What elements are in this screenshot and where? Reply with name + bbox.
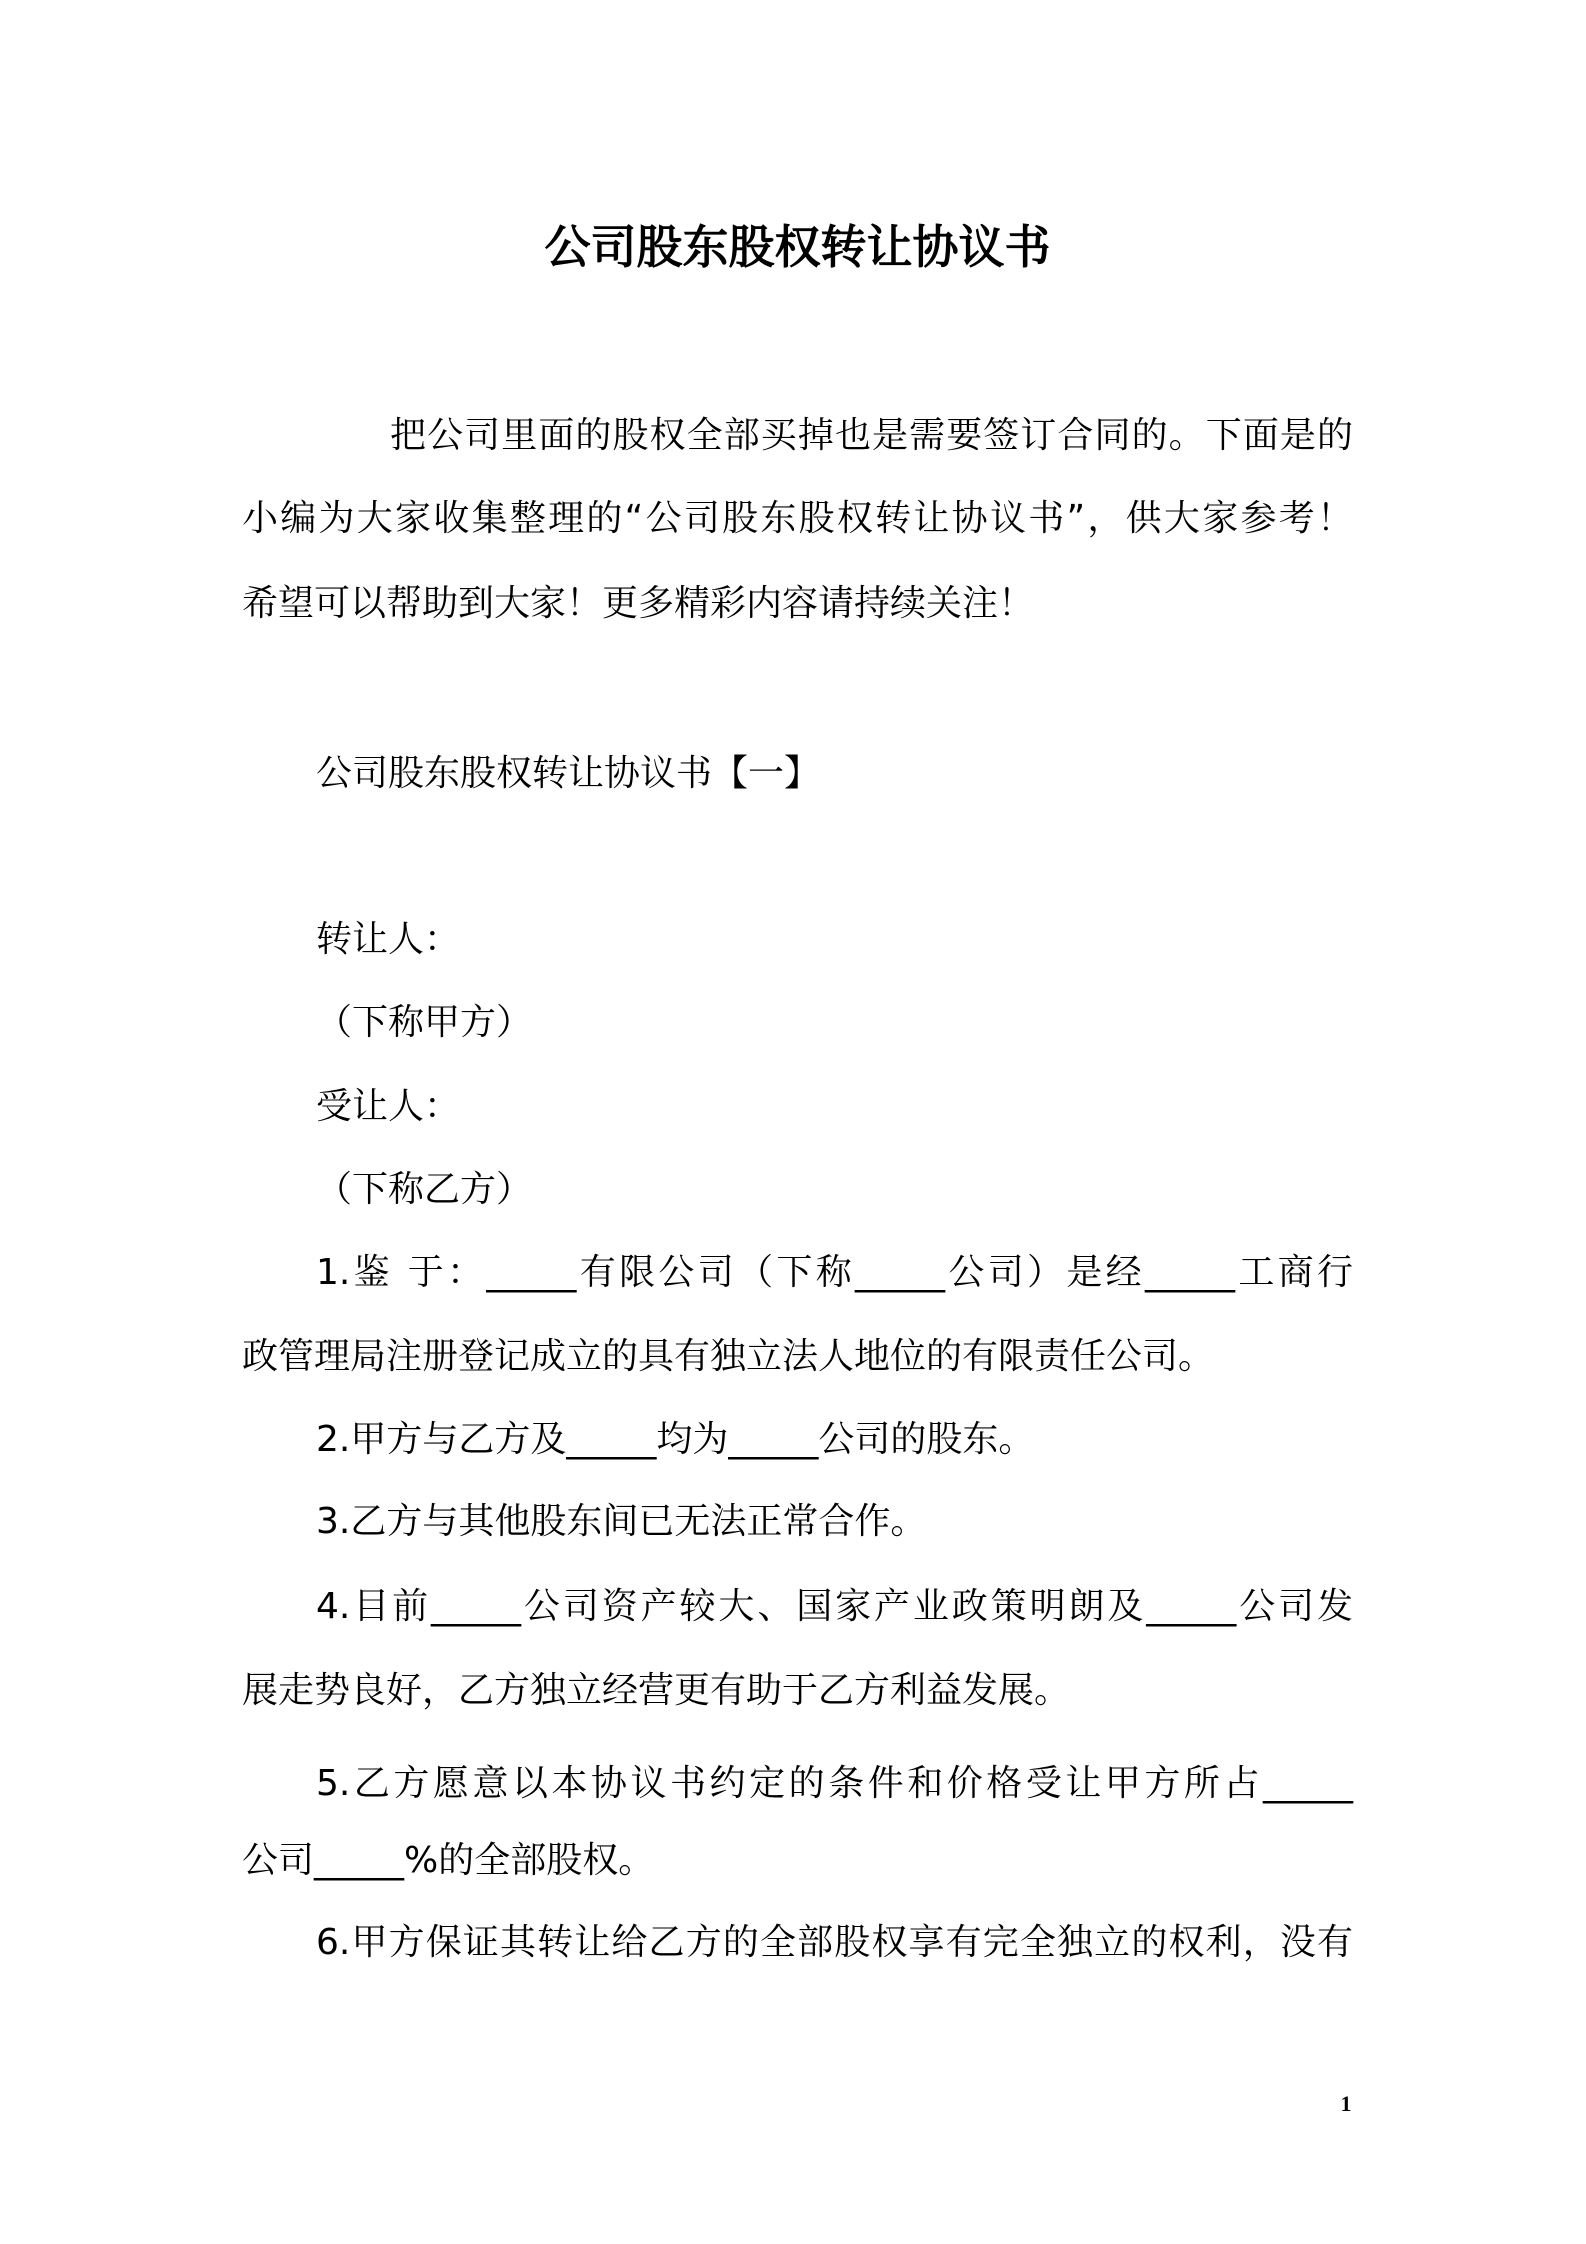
clause-line: 政管理局注册登记成立的具有独立法人地位的有限责任公司。 xyxy=(242,1336,1215,1377)
transferee-label: 受让人： xyxy=(316,1086,461,1127)
clause-line: 公司_____%的全部股权。 xyxy=(242,1840,655,1881)
intro-line: 希望可以帮助到大家！更多精彩内容请持续关注！ xyxy=(242,583,1035,624)
clause-line: 5.乙方愿意以本协议书约定的条件和价格受让甲方所占_____ xyxy=(316,1763,1353,1804)
transferee-note: （下称乙方） xyxy=(316,1169,533,1210)
clause-line: 6.甲方保证其转让给乙方的全部股权享有完全独立的权利，没有 xyxy=(316,1922,1353,1963)
clause-line: 3.乙方与其他股东间已无法正常合作。 xyxy=(316,1501,927,1542)
section-heading: 公司股东股权转让协议书【一】 xyxy=(316,753,821,794)
transferor-label: 转让人： xyxy=(316,919,461,960)
page-number: 1 xyxy=(1340,2091,1352,2116)
intro-line: 小编为大家收集整理的“公司股东股权转让协议书”，供大家参考！ xyxy=(242,498,1353,539)
clause-line: 4.目前_____公司资产较大、国家产业政策明朗及_____公司发 xyxy=(316,1586,1353,1627)
intro-line: 把公司里面的股权全部买掉也是需要签订合同的。下面是的 xyxy=(390,415,1353,456)
transferor-note: （下称甲方） xyxy=(316,1002,533,1043)
document-title: 公司股东股权转让协议书 xyxy=(544,220,1051,274)
clause-line: 展走势良好，乙方独立经营更有助于乙方利益发展。 xyxy=(242,1670,1071,1711)
clause-line: 2.甲方与乙方及_____均为_____公司的股东。 xyxy=(316,1419,1035,1460)
clause-line: 1.鉴 于：_____有限公司（下称_____公司）是经_____工商行 xyxy=(316,1252,1353,1293)
